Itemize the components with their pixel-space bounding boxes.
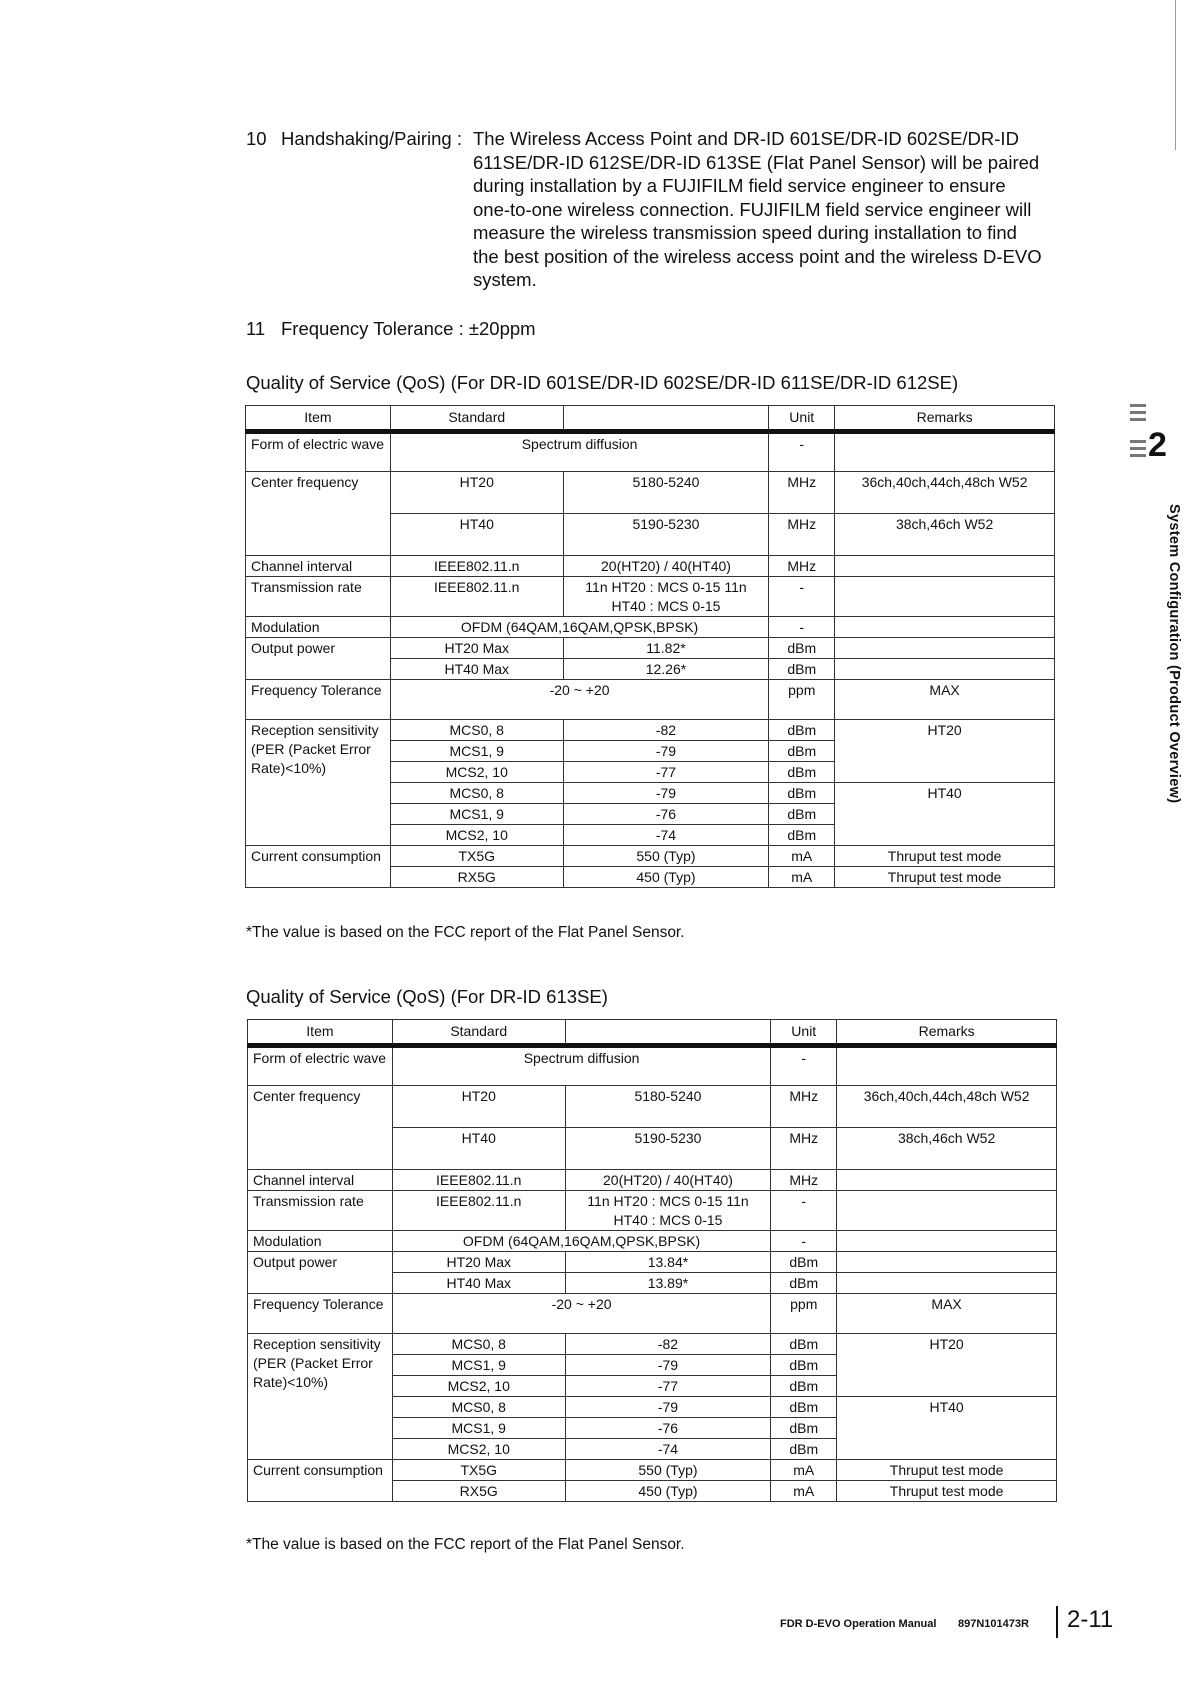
cell-remarks: 38ch,46ch W52 — [835, 514, 1055, 556]
cell-standard: IEEE802.11.n — [392, 1170, 565, 1191]
cell-unit: dBm — [771, 1334, 837, 1355]
cell-value: 5190-5230 — [563, 514, 769, 556]
cell-value: 11.82* — [563, 638, 769, 659]
cell-unit: MHz — [769, 556, 835, 577]
cell-item-continued — [248, 1273, 393, 1294]
cell-standard: MCS1, 9 — [392, 1418, 565, 1439]
cell-item: Reception sensitivity (PER (Packet Error Rate)<10%) — [248, 1334, 393, 1460]
item-label: Handshaking/Pairing : — [281, 128, 462, 149]
cell-unit: dBm — [771, 1397, 837, 1418]
cell-standard: RX5G — [392, 1481, 565, 1502]
cell-value: 20(HT20) / 40(HT40) — [565, 1170, 771, 1191]
cell-value: 450 (Typ) — [565, 1481, 771, 1502]
cell-item: Frequency Tolerance — [248, 1294, 393, 1334]
cell-unit: dBm — [771, 1273, 837, 1294]
cell-standard: MCS0, 8 — [390, 720, 563, 741]
cell-unit: mA — [771, 1481, 837, 1502]
cell-value: 5190-5230 — [565, 1128, 771, 1170]
cell-unit: ppm — [769, 680, 835, 720]
cell-value: 13.89* — [565, 1273, 771, 1294]
header-remarks: Remarks — [835, 406, 1055, 432]
cell-remarks — [835, 432, 1055, 472]
cell-item: Center frequency — [248, 1086, 393, 1128]
cell-unit: - — [771, 1231, 837, 1252]
cell-remarks-ht40: HT40 — [837, 1397, 1057, 1460]
header-remarks: Remarks — [837, 1020, 1057, 1046]
cell-standard: RX5G — [390, 867, 563, 888]
cell-remarks-ht20: HT20 — [837, 1334, 1057, 1397]
cell-value: -74 — [565, 1439, 771, 1460]
manual-title: FDR D-EVO Operation Manual — [780, 1618, 937, 1630]
cell-standard: MCS2, 10 — [390, 825, 563, 846]
item-number: 11 — [246, 318, 266, 339]
document-number: 897N101473R — [958, 1618, 1029, 1630]
cell-item: Center frequency — [246, 472, 391, 514]
cell-value: -74 — [563, 825, 769, 846]
cell-value: Spectrum diffusion — [392, 1046, 770, 1086]
item-text: The Wireless Access Point and DR-ID 601SE/DR-ID 602SE/DR-ID 611SE/DR-ID 612SE/DR-ID 613SE (Flat Panel Sensor) will be paired during installation by a FUJIFILM field service engineer to ensure one-to-one wireless connection. FUJIFILM field service engineer will measure the wireless transmission speed during installation to find the best position of the wireless access point and the wireless D-EVO system. — [473, 128, 1042, 290]
cell-value: -82 — [565, 1334, 771, 1355]
cell-remarks — [835, 638, 1055, 659]
cell-unit: MHz — [769, 472, 835, 514]
cell-standard: HT20 Max — [390, 638, 563, 659]
table-heading-1: Quality of Service (QoS) (For DR-ID 601SE/DR-ID 602SE/DR-ID 611SE/DR-ID 612SE) — [246, 372, 959, 393]
chapter-number: 2 — [1148, 426, 1167, 464]
cell-unit: MHz — [771, 1170, 837, 1191]
qos-table-2 — [247, 1019, 1057, 1502]
cell-item-continued — [246, 659, 391, 680]
cell-remarks — [837, 1170, 1057, 1191]
cell-remarks — [835, 556, 1055, 577]
cell-standard: MCS1, 9 — [392, 1355, 565, 1376]
cell-value: 13.84* — [565, 1252, 771, 1273]
cell-remarks: Thruput test mode — [837, 1481, 1057, 1502]
cell-value: -20 ~ +20 — [390, 680, 768, 720]
cell-value: Spectrum diffusion — [390, 432, 768, 472]
cell-unit: dBm — [771, 1355, 837, 1376]
cell-standard: MCS1, 9 — [390, 804, 563, 825]
cell-item: Form of electric wave — [246, 432, 391, 472]
cell-value: OFDM (64QAM,16QAM,QPSK,BPSK) — [392, 1231, 770, 1252]
cell-unit: mA — [769, 846, 835, 867]
header-blank — [563, 406, 769, 432]
cell-value: 450 (Typ) — [563, 867, 769, 888]
cell-standard: HT20 Max — [392, 1252, 565, 1273]
cell-standard: MCS0, 8 — [390, 783, 563, 804]
cell-unit: ppm — [771, 1294, 837, 1334]
cell-value: -77 — [565, 1376, 771, 1397]
cell-unit: mA — [771, 1460, 837, 1481]
page-number: 2-11 — [1067, 1606, 1114, 1633]
cell-unit: dBm — [769, 783, 835, 804]
cell-remarks-ht20: HT20 — [835, 720, 1055, 783]
cell-unit: dBm — [769, 659, 835, 680]
page-footer — [780, 1606, 1120, 1642]
cell-value: 5180-5240 — [565, 1086, 771, 1128]
cell-standard: TX5G — [390, 846, 563, 867]
header-item: Item — [246, 406, 391, 432]
cell-unit: dBm — [771, 1439, 837, 1460]
cell-item-continued — [248, 1128, 393, 1170]
cell-remarks — [837, 1273, 1057, 1294]
cell-remarks: Thruput test mode — [835, 867, 1055, 888]
cell-standard: IEEE802.11.n — [390, 577, 563, 617]
chapter-marker-graphic — [1130, 400, 1148, 460]
cell-value: 5180-5240 — [563, 472, 769, 514]
cell-standard: HT20 — [392, 1086, 565, 1128]
cell-standard: HT40 Max — [390, 659, 563, 680]
cell-remarks — [837, 1252, 1057, 1273]
cell-standard: MCS0, 8 — [392, 1397, 565, 1418]
cell-item: Modulation — [246, 617, 391, 638]
cell-remarks: 38ch,46ch W52 — [837, 1128, 1057, 1170]
footer-divider — [1056, 1606, 1058, 1638]
cell-unit: dBm — [771, 1418, 837, 1439]
cell-item: Current consumption — [248, 1460, 393, 1502]
cell-value: -79 — [565, 1397, 771, 1418]
cell-item: Channel interval — [246, 556, 391, 577]
cell-value: 11n HT20 : MCS 0-15 11n HT40 : MCS 0-15 — [563, 577, 769, 617]
cell-unit: mA — [769, 867, 835, 888]
cell-value: 11n HT20 : MCS 0-15 11n HT40 : MCS 0-15 — [565, 1191, 771, 1231]
cell-remarks: 36ch,40ch,44ch,48ch W52 — [837, 1086, 1057, 1128]
cell-remarks — [837, 1191, 1057, 1231]
cell-remarks: Thruput test mode — [835, 846, 1055, 867]
cell-remarks — [835, 659, 1055, 680]
cell-value: -76 — [563, 804, 769, 825]
cell-item: Transmission rate — [246, 577, 391, 617]
cell-value: 550 (Typ) — [565, 1460, 771, 1481]
cell-standard: HT40 Max — [392, 1273, 565, 1294]
margin-rule — [1175, 0, 1176, 150]
cell-value: -82 — [563, 720, 769, 741]
cell-standard: HT40 — [390, 514, 563, 556]
item-text: Frequency Tolerance : ±20ppm — [281, 318, 536, 339]
cell-item: Channel interval — [248, 1170, 393, 1191]
cell-unit: dBm — [769, 762, 835, 783]
cell-unit: dBm — [769, 741, 835, 762]
cell-value: -77 — [563, 762, 769, 783]
cell-item: Frequency Tolerance — [246, 680, 391, 720]
cell-standard: HT20 — [390, 472, 563, 514]
cell-item: Modulation — [248, 1231, 393, 1252]
cell-remarks: Thruput test mode — [837, 1460, 1057, 1481]
cell-remarks — [837, 1231, 1057, 1252]
cell-item: Form of electric wave — [248, 1046, 393, 1086]
cell-item: Output power — [246, 638, 391, 659]
cell-unit: dBm — [769, 825, 835, 846]
cell-unit: MHz — [771, 1128, 837, 1170]
cell-unit: - — [769, 432, 835, 472]
cell-standard: IEEE802.11.n — [392, 1191, 565, 1231]
cell-unit: dBm — [771, 1376, 837, 1397]
cell-item: Reception sensitivity (PER (Packet Error Rate)<10%) — [246, 720, 391, 846]
cell-unit: dBm — [771, 1252, 837, 1273]
cell-standard: MCS1, 9 — [390, 741, 563, 762]
table-heading-2: Quality of Service (QoS) (For DR-ID 613SE) — [246, 986, 608, 1007]
cell-item: Current consumption — [246, 846, 391, 888]
cell-unit: - — [771, 1046, 837, 1086]
cell-value: -79 — [563, 783, 769, 804]
cell-standard: HT40 — [392, 1128, 565, 1170]
chapter-title: System Configuration (Product Overview) — [1166, 504, 1182, 804]
cell-value: -79 — [563, 741, 769, 762]
cell-unit: MHz — [771, 1086, 837, 1128]
cell-remarks — [835, 617, 1055, 638]
header-unit: Unit — [771, 1020, 837, 1046]
header-standard: Standard — [392, 1020, 565, 1046]
header-unit: Unit — [769, 406, 835, 432]
cell-standard: MCS2, 10 — [392, 1439, 565, 1460]
cell-remarks: 36ch,40ch,44ch,48ch W52 — [835, 472, 1055, 514]
cell-standard: MCS2, 10 — [392, 1376, 565, 1397]
cell-value: 12.26* — [563, 659, 769, 680]
cell-remarks-ht40: HT40 — [835, 783, 1055, 846]
cell-unit: - — [769, 617, 835, 638]
item-number: 10 — [246, 128, 267, 149]
cell-item: Output power — [248, 1252, 393, 1273]
cell-unit: dBm — [769, 638, 835, 659]
footnote-2: *The value is based on the FCC report of the Flat Panel Sensor. — [246, 1536, 685, 1553]
qos-table-1 — [245, 405, 1055, 888]
cell-value: -76 — [565, 1418, 771, 1439]
cell-value: -20 ~ +20 — [392, 1294, 770, 1334]
cell-unit: - — [769, 577, 835, 617]
header-blank — [565, 1020, 771, 1046]
cell-standard: MCS0, 8 — [392, 1334, 565, 1355]
cell-unit: MHz — [769, 514, 835, 556]
chapter-side-tab — [1128, 400, 1190, 860]
cell-standard: IEEE802.11.n — [390, 556, 563, 577]
cell-remarks — [835, 577, 1055, 617]
cell-value: OFDM (64QAM,16QAM,QPSK,BPSK) — [390, 617, 768, 638]
header-item: Item — [248, 1020, 393, 1046]
cell-value: 20(HT20) / 40(HT40) — [563, 556, 769, 577]
cell-remarks: MAX — [835, 680, 1055, 720]
cell-unit: dBm — [769, 804, 835, 825]
item-11-frequency-tolerance — [246, 318, 536, 340]
cell-value: -79 — [565, 1355, 771, 1376]
cell-unit: - — [771, 1191, 837, 1231]
cell-item: Transmission rate — [248, 1191, 393, 1231]
cell-standard: MCS2, 10 — [390, 762, 563, 783]
cell-value: 550 (Typ) — [563, 846, 769, 867]
cell-unit: dBm — [769, 720, 835, 741]
cell-remarks: MAX — [837, 1294, 1057, 1334]
header-standard: Standard — [390, 406, 563, 432]
cell-remarks — [837, 1046, 1057, 1086]
cell-standard: TX5G — [392, 1460, 565, 1481]
cell-item-continued — [246, 514, 391, 556]
footnote-1: *The value is based on the FCC report of the Flat Panel Sensor. — [246, 924, 685, 941]
